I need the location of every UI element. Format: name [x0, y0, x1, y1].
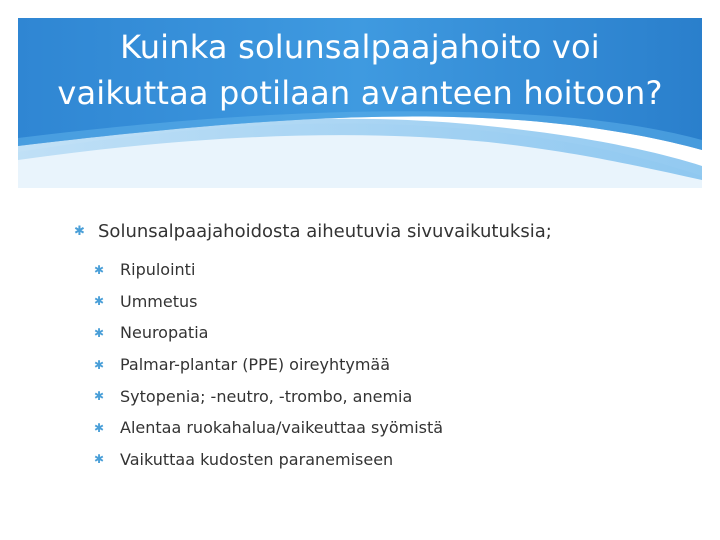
- asterisk-icon: ✱: [94, 357, 105, 372]
- asterisk-icon: ✱: [94, 262, 105, 277]
- page-title: [18, 24, 702, 116]
- list-item-text: Palmar-plantar (PPE) oireyhtymää: [120, 355, 391, 375]
- bullet-content: [74, 214, 694, 475]
- list-item: [94, 412, 694, 444]
- title-line-2: vaikuttaa potilaan avanteen hoitoon?: [57, 74, 663, 112]
- main-bullet: [74, 214, 694, 248]
- asterisk-icon: ✱: [94, 452, 105, 467]
- list-item-text: Neuropatia: [120, 323, 209, 343]
- list-item-text: Ummetus: [120, 291, 198, 311]
- list-item: [94, 444, 694, 476]
- list-item: [94, 254, 694, 286]
- asterisk-icon: ✱: [74, 223, 85, 239]
- list-item: [94, 349, 694, 381]
- sub-bullet-list: [94, 254, 694, 475]
- list-item: [94, 380, 694, 412]
- asterisk-icon: ✱: [94, 389, 105, 404]
- asterisk-icon: ✱: [94, 420, 105, 435]
- main-bullet-text: Solunsalpaajahoidosta aiheutuvia sivuvaikutuksia;: [98, 220, 552, 242]
- list-item: [94, 286, 694, 318]
- title-line-1: Kuinka solunsalpaajahoito voi: [120, 28, 600, 66]
- asterisk-icon: ✱: [94, 325, 105, 340]
- list-item-text: Alentaa ruokahalua/vaikeuttaa syömistä: [120, 418, 444, 438]
- list-item: [94, 317, 694, 349]
- list-item-text: Vaikuttaa kudosten paranemiseen: [120, 449, 394, 469]
- asterisk-icon: ✱: [94, 294, 105, 309]
- list-item-text: Sytopenia; -neutro, -trombo, anemia: [120, 386, 413, 406]
- list-item-text: Ripulointi: [120, 260, 196, 280]
